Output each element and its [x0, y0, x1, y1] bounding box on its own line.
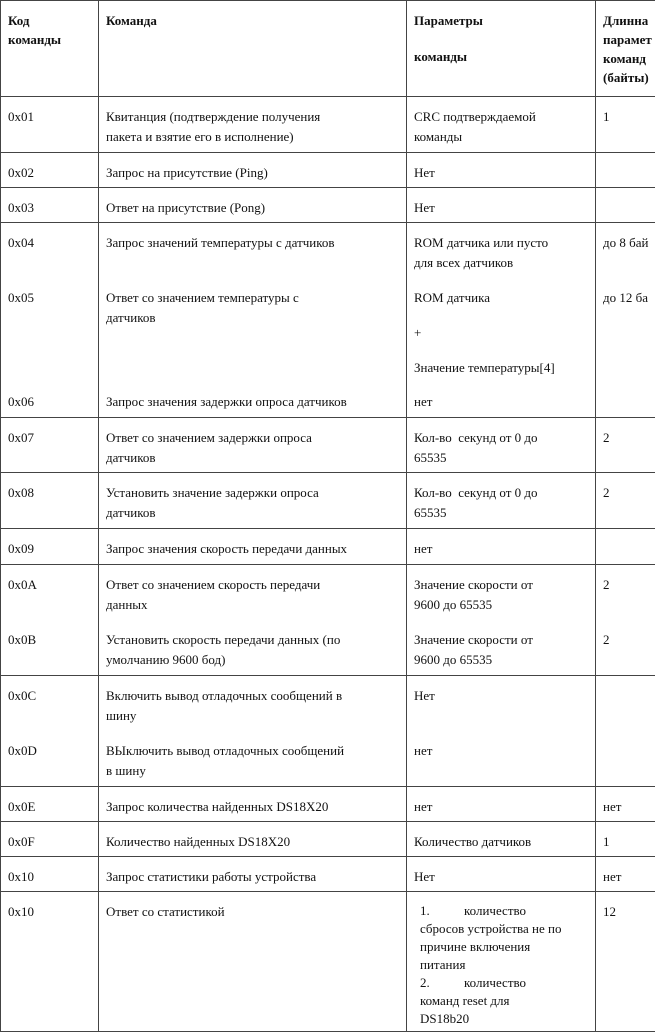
table-row: 0x0D ВЫключить вывод отладочных сообщений в шину нет — [1, 731, 655, 787]
table-row: 0x07 Ответ со значением задержки опроса датчиков Кол-во секунд от 0 до 65535 2 — [1, 418, 655, 473]
table-row: 0x01 Квитанция (подтверждение получения пакета и взятие его в исполнение) CRC подтверждаемой команды 1 — [1, 97, 655, 153]
header-row — [1, 1, 655, 97]
table-row: 0x0F Количество найденных DS18X20 Количество датчиков 1 — [1, 822, 655, 857]
table-row: 0x0A Ответ со значением скорость передачи данных Значение скорости от 9600 до 65535 2 — [1, 565, 655, 620]
table-row: 0x0C Включить вывод отладочных сообщений в шину Нет — [1, 676, 655, 731]
header-command: Команда — [99, 1, 406, 31]
table-row: 0x04 Запрос значений температуры с датчиков ROM датчика или пусто для всех датчиков до 8 бай — [1, 223, 655, 278]
table-row: 0x0E Запрос количества найденных DS18X20 нет нет — [1, 787, 655, 822]
table-row: 0x08 Установить значение задержки опроса датчиков Кол-во секунд от 0 до 65535 2 — [1, 473, 655, 529]
table-row: 0x09 Запрос значения скорость передачи данных нет — [1, 529, 655, 565]
stats-list: 1. количество сбросов устройства не по причине включения питания 2. количество команд reset для DS18b20 — [407, 892, 595, 1028]
table-row: 0x05 Ответ со значением температуры с датчиков ROM датчика + Значение температуры[4] до 12 ба — [1, 278, 655, 382]
table-row: 0x10 Ответ со статистикой 1. количество сбросов устройства не по причине включения питания 2. количество команд reset для DS18b20 12 — [1, 892, 655, 1032]
header-length: Длинна парамет команд (байты) — [596, 1, 655, 87]
table-row: 0x10 Запрос статистики работы устройства Нет нет — [1, 857, 655, 892]
table-row: 0x0B Установить скорость передачи данных (по умолчанию 9600 бод) Значение скорости от 9600 до 65535 2 — [1, 620, 655, 676]
table-row: 0x03 Ответ на присутствие (Pong) Нет — [1, 188, 655, 223]
header-params: Параметры команды — [407, 1, 595, 67]
header-code: Код команды — [1, 1, 98, 49]
table-row: 0x06 Запрос значения задержки опроса датчиков нет — [1, 382, 655, 418]
table-row: 0x02 Запрос на присутствие (Ping) Нет — [1, 153, 655, 188]
